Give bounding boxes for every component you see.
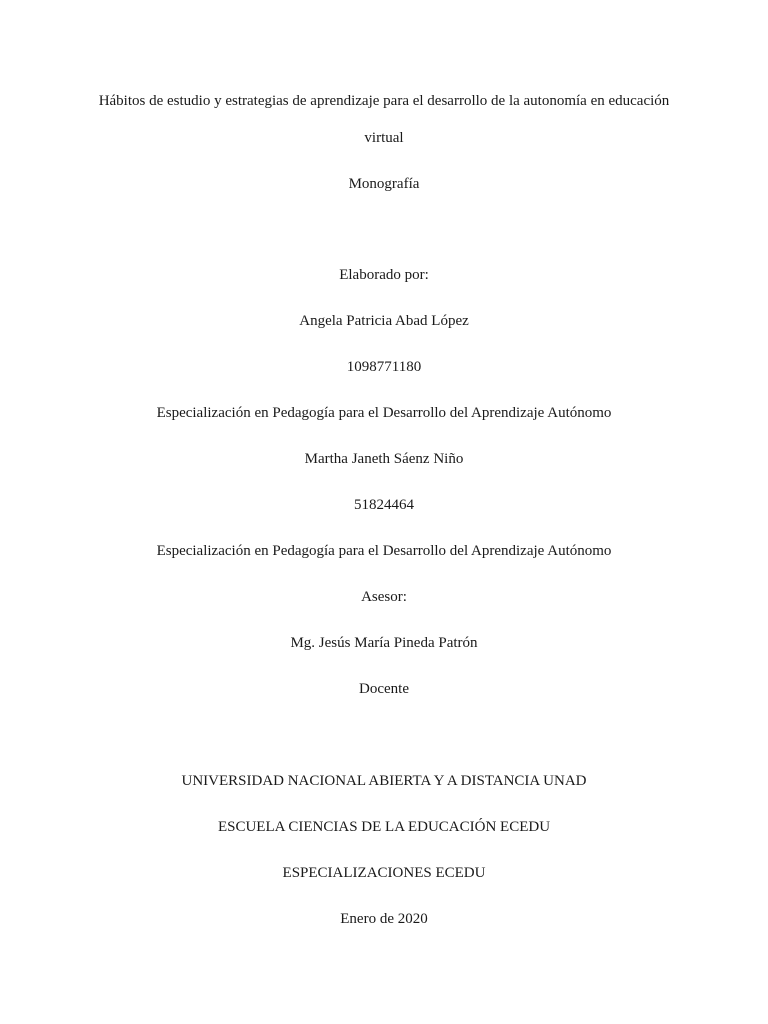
document-date: Enero de 2020	[340, 911, 428, 927]
title-line-1: Hábitos de estudio y estrategias de aprendizaje para el desarrollo de la autonomía en educación	[98, 93, 670, 109]
author-1-name: Angela Patricia Abad López	[299, 313, 469, 329]
advisor-role: Docente	[359, 681, 409, 697]
author-2-name: Martha Janeth Sáenz Niño	[304, 451, 464, 467]
author-2-program: Especialización en Pedagogía para el Desarrollo del Aprendizaje Autónomo	[156, 543, 612, 559]
author-2-id: 51824464	[354, 497, 414, 513]
prepared-by-label: Elaborado por:	[339, 267, 429, 283]
university-name: UNIVERSIDAD NACIONAL ABIERTA Y A DISTANCIA UNAD	[181, 773, 587, 789]
school-name: ESCUELA CIENCIAS DE LA EDUCACIÓN ECEDU	[217, 819, 551, 835]
advisor-name: Mg. Jesús María Pineda Patrón	[290, 635, 478, 651]
document-type: Monografía	[348, 176, 420, 192]
title-line-2: virtual	[364, 130, 404, 146]
advisor-label: Asesor:	[361, 589, 407, 605]
author-1-id: 1098771180	[346, 359, 422, 375]
specializations-name: ESPECIALIZACIONES ECEDU	[282, 865, 486, 881]
author-1-program: Especialización en Pedagogía para el Desarrollo del Aprendizaje Autónomo	[156, 405, 612, 421]
